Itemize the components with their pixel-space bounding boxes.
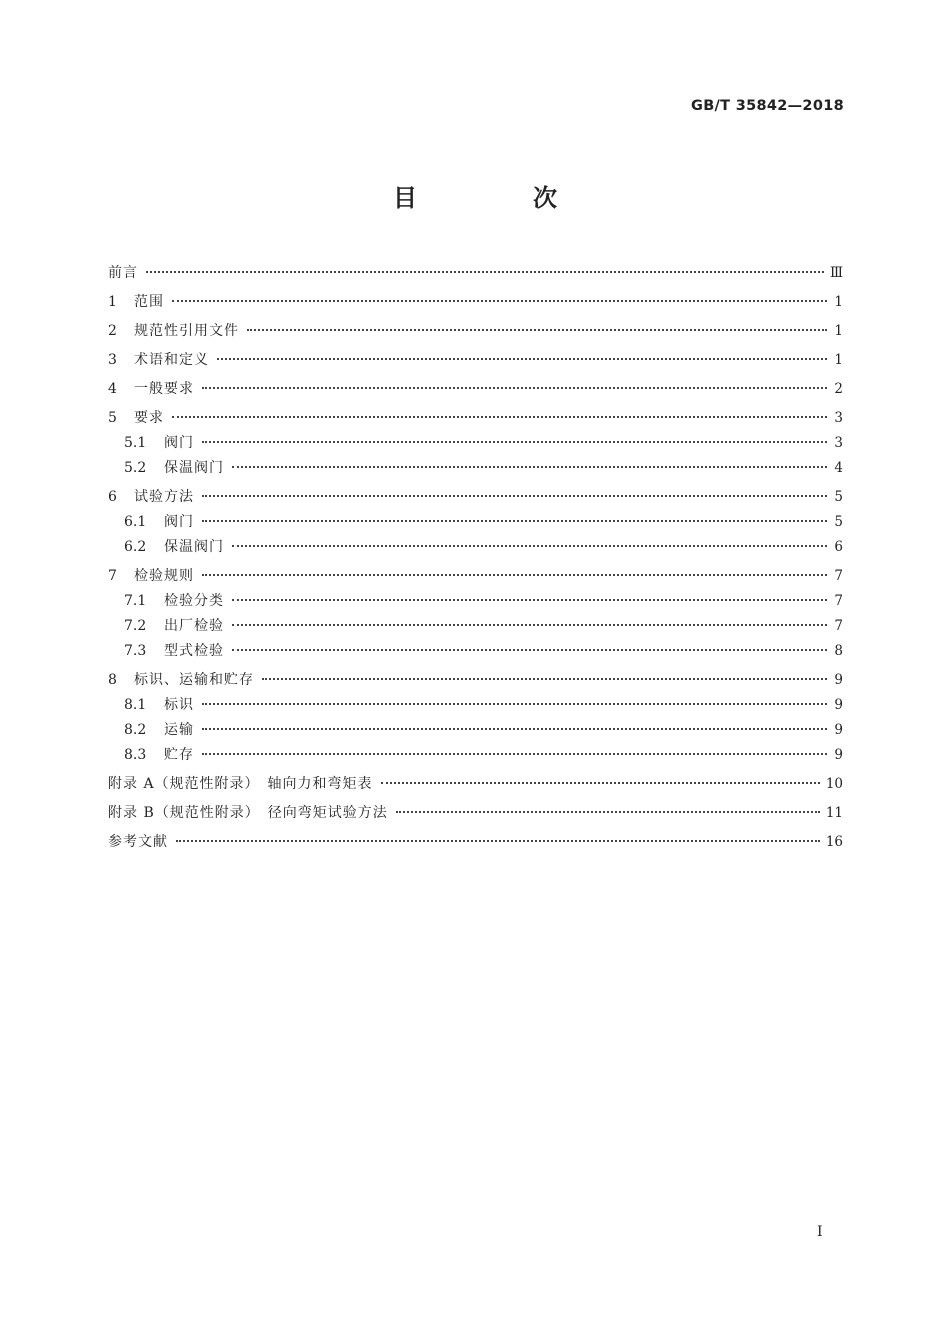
toc-entry-number: 7.3 — [124, 643, 147, 659]
toc-entry-label: 试验方法 — [134, 489, 194, 505]
dot-leader — [217, 358, 827, 360]
toc-entry[interactable] — [108, 694, 843, 719]
toc-entry-label: 出厂检验 — [164, 618, 224, 634]
toc-entry-page: 3 — [834, 410, 843, 426]
dot-leader — [202, 753, 827, 755]
toc-entry-page: 1 — [834, 294, 843, 310]
toc-entry-page: 5 — [834, 514, 843, 530]
toc-entry-page: 2 — [834, 381, 843, 397]
toc-entry-label: 检验分类 — [164, 593, 224, 609]
dot-leader — [202, 441, 827, 443]
toc-entry-page: 1 — [834, 352, 843, 368]
toc-entry-label: 贮存 — [164, 747, 194, 763]
dot-leader — [232, 466, 827, 468]
toc-entry[interactable] — [108, 669, 843, 694]
toc-entry[interactable] — [108, 407, 843, 432]
toc-entry[interactable] — [108, 565, 843, 590]
toc-entry-label: 一般要求 — [134, 381, 194, 397]
toc-entry[interactable] — [108, 432, 843, 457]
toc-entry-label: 参考文献 — [108, 834, 168, 850]
toc-entry-page: 11 — [825, 805, 843, 821]
toc-entry-label: 标识、运输和贮存 — [134, 672, 254, 688]
toc-entry-page: 6 — [834, 539, 843, 555]
toc-entry-label: 保温阀门 — [164, 460, 224, 476]
toc-entry-number: 7.1 — [124, 593, 147, 609]
toc-entry[interactable] — [108, 486, 843, 511]
toc-entry-label: 要求 — [134, 410, 164, 426]
page-title: 目 次 — [393, 184, 603, 212]
toc-entry-number: 8.2 — [124, 722, 147, 738]
toc-entry[interactable] — [108, 320, 843, 345]
toc-entry-page: 5 — [834, 489, 843, 505]
toc-entry-label: 阀门 — [164, 435, 194, 451]
toc-entry-page: 10 — [825, 776, 843, 792]
toc-entry-label: 保温阀门 — [164, 539, 224, 555]
toc-entry-label: 附录 A（规范性附录） 轴向力和弯矩表 — [108, 776, 373, 792]
dot-leader — [232, 624, 827, 626]
toc-entry-label: 前言 — [108, 265, 138, 281]
toc-entry-label: 范围 — [134, 294, 164, 310]
toc-entry[interactable] — [108, 831, 843, 856]
dot-leader — [146, 271, 824, 273]
toc-entry[interactable] — [108, 262, 843, 287]
toc-entry[interactable] — [108, 802, 843, 827]
dot-leader — [172, 416, 827, 418]
dot-leader — [172, 300, 827, 302]
table-of-contents — [108, 258, 843, 856]
toc-entry-page: 7 — [834, 568, 843, 584]
toc-entry-page: 9 — [834, 722, 843, 738]
toc-entry-page: 9 — [834, 747, 843, 763]
toc-entry[interactable] — [108, 744, 843, 769]
toc-entry-page: 1 — [834, 323, 843, 339]
toc-entry-label: 术语和定义 — [134, 352, 209, 368]
dot-leader — [232, 649, 827, 651]
toc-entry-number: 5 — [108, 410, 117, 426]
toc-entry-number: 5.2 — [124, 460, 147, 476]
dot-leader — [202, 387, 827, 389]
dot-leader — [202, 703, 827, 705]
toc-entry[interactable] — [108, 719, 843, 744]
toc-entry[interactable] — [108, 615, 843, 640]
toc-entry[interactable] — [108, 511, 843, 536]
toc-entry[interactable] — [108, 536, 843, 561]
toc-entry-page: 9 — [834, 672, 843, 688]
toc-entry-page: 8 — [834, 643, 843, 659]
toc-entry-number: 7 — [108, 568, 117, 584]
dot-leader — [232, 545, 827, 547]
toc-entry-label: 规范性引用文件 — [134, 323, 239, 339]
dot-leader — [176, 840, 820, 842]
toc-entry[interactable] — [108, 378, 843, 403]
toc-entry-label: 附录 B（规范性附录） 径向弯矩试验方法 — [108, 805, 388, 821]
toc-entry-number: 6.2 — [124, 539, 147, 555]
toc-entry-page: 7 — [834, 618, 843, 634]
toc-entry[interactable] — [108, 349, 843, 374]
toc-entry-number: 4 — [108, 381, 117, 397]
toc-entry-page: 16 — [825, 834, 843, 850]
standard-code: GB/T 35842—2018 — [691, 98, 844, 114]
toc-entry[interactable] — [108, 590, 843, 615]
dot-leader — [232, 599, 827, 601]
dot-leader — [202, 495, 827, 497]
toc-entry-label: 检验规则 — [134, 568, 194, 584]
dot-leader — [396, 811, 820, 813]
toc-entry-number: 8.3 — [124, 747, 147, 763]
dot-leader — [262, 678, 827, 680]
page-number: I — [817, 1224, 823, 1240]
toc-entry-number: 2 — [108, 323, 117, 339]
dot-leader — [202, 728, 827, 730]
toc-entry-number: 6 — [108, 489, 117, 505]
toc-entry-number: 7.2 — [124, 618, 147, 634]
toc-entry-number: 5.1 — [124, 435, 147, 451]
dot-leader — [202, 520, 827, 522]
toc-entry-label: 阀门 — [164, 514, 194, 530]
toc-entry-label: 运输 — [164, 722, 194, 738]
toc-entry-number: 8.1 — [124, 697, 147, 713]
toc-entry-number: 1 — [108, 294, 117, 310]
toc-entry[interactable] — [108, 773, 843, 798]
toc-entry-page: 4 — [834, 460, 843, 476]
dot-leader — [247, 329, 827, 331]
toc-entry[interactable] — [108, 640, 843, 665]
toc-entry-page: 9 — [834, 697, 843, 713]
toc-entry-number: 3 — [108, 352, 117, 368]
toc-entry-label: 型式检验 — [164, 643, 224, 659]
toc-entry-page: Ⅲ — [829, 265, 843, 281]
toc-entry-page: 7 — [834, 593, 843, 609]
toc-entry-number: 6.1 — [124, 514, 147, 530]
dot-leader — [202, 574, 827, 576]
toc-entry-label: 标识 — [164, 697, 194, 713]
toc-entry[interactable] — [108, 291, 843, 316]
toc-entry-number: 8 — [108, 672, 117, 688]
toc-entry[interactable] — [108, 457, 843, 482]
dot-leader — [381, 782, 820, 784]
toc-entry-page: 3 — [834, 435, 843, 451]
